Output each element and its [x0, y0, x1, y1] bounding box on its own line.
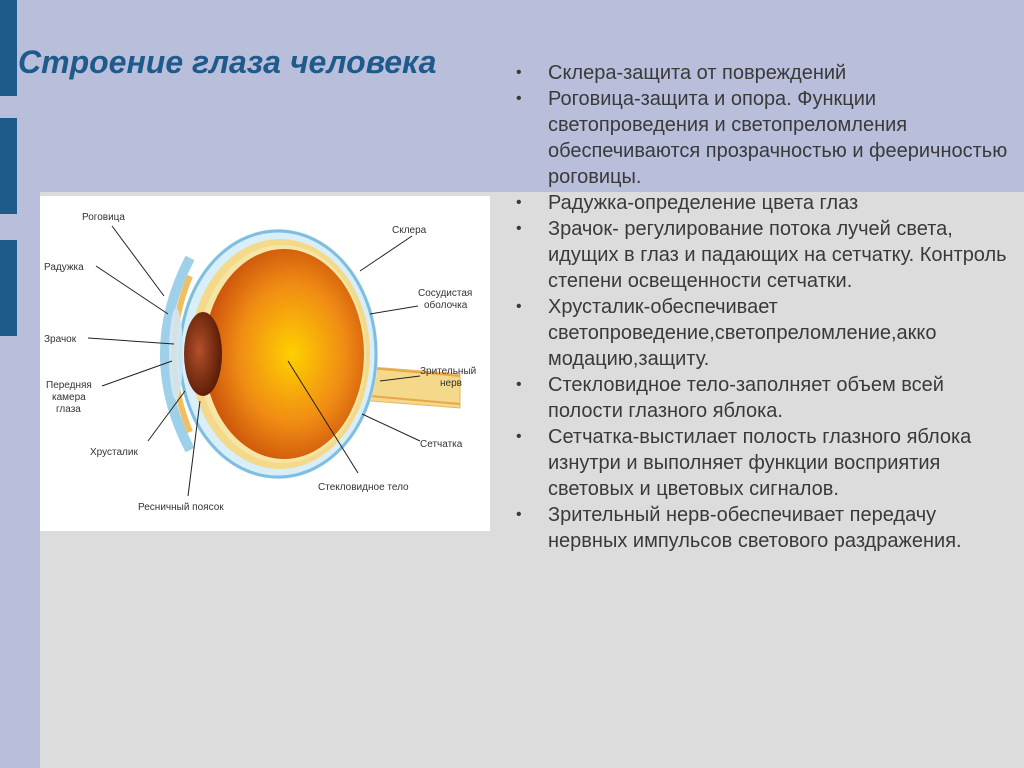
bullet-text: Стекловидное тело-заполняет объем всей полости глазного яблока.	[548, 374, 944, 422]
label-retina: Сетчатка	[420, 439, 463, 450]
label-nerve-line1: Зрительный	[420, 366, 477, 377]
bullet-text: Склера-защита от повреждений	[548, 62, 847, 84]
label-iris: Радужка	[44, 262, 84, 273]
accent-bar	[0, 118, 17, 214]
bullet-dot-icon: •	[516, 90, 522, 107]
label-pupil: Зрачок	[44, 334, 77, 345]
eye-diagram-panel	[40, 196, 490, 531]
label-lens: Хрусталик	[90, 447, 138, 458]
slide-title: Строение глаза человека	[18, 44, 437, 80]
bullet-item	[514, 86, 1014, 190]
bullet-dot-icon: •	[516, 298, 522, 315]
label-choroid-line1: Сосудистая	[418, 288, 473, 299]
bullet-dot-icon: •	[516, 194, 522, 211]
left-strip	[0, 0, 40, 768]
bullet-text: Зрачок- регулирование потока лучей света, идущих в глаз и падающих на сетчатку. Контроль степени освещенности сетчатки.	[548, 218, 1007, 292]
label-chamber-line3: глаза	[56, 404, 81, 415]
bullet-dot-icon: •	[516, 376, 522, 393]
label-zonule: Ресничный поясок	[138, 502, 224, 513]
bullet-text: Сетчатка-выстилает полость глазного яблока изнутри и выполняет функции восприятия световых и цветовых сигналов.	[548, 426, 972, 500]
bullet-item	[514, 294, 1014, 372]
lens-shape	[184, 312, 222, 396]
bullet-text: Роговица-защита и опора. Функции светопроведения и светопреломления обеспечиваются прозрачностью и фееричностью роговицы.	[548, 88, 1008, 188]
eye-diagram	[40, 196, 490, 531]
bullet-text: Хрусталик-обеспечивает светопроведение,светопреломление,акко модацию,защиту.	[548, 296, 937, 370]
accent-bar	[0, 240, 17, 336]
bullet-item	[514, 502, 1014, 554]
bullet-dot-icon: •	[516, 64, 522, 81]
bullet-dot-icon: •	[516, 428, 522, 445]
label-chamber-line2: камера	[52, 392, 86, 403]
bullet-item	[514, 216, 1014, 294]
bullet-item	[514, 424, 1014, 502]
label-nerve-line2: нерв	[440, 378, 462, 389]
label-sclera: Склера	[392, 225, 427, 236]
bullet-item	[514, 190, 1014, 216]
bullet-list	[514, 60, 1014, 554]
bullet-dot-icon: •	[516, 220, 522, 237]
bullet-dot-icon: •	[516, 506, 522, 523]
label-choroid-line2: оболочка	[424, 300, 468, 311]
label-chamber-line1: Передняя	[46, 380, 92, 391]
label-cornea: Роговица	[82, 212, 125, 223]
bullet-text: Зрительный нерв-обеспечивает передачу нервных импульсов светового раздражения.	[548, 504, 962, 552]
label-vitreous: Стекловидное тело	[318, 482, 409, 493]
bullet-item	[514, 372, 1014, 424]
vitreous-shape	[204, 249, 364, 459]
accent-bar	[0, 0, 17, 96]
bullet-text: Радужка-определение цвета глаз	[548, 192, 859, 214]
bullet-item	[514, 60, 1014, 86]
